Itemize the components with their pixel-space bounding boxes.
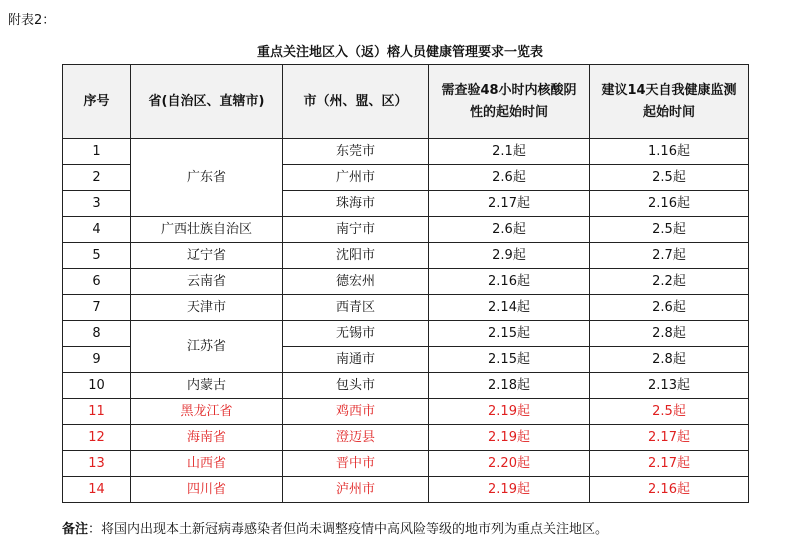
cell-monitor-start: 2.17起 — [590, 451, 749, 477]
table-row — [63, 139, 749, 165]
footnote-text: ：将国内出现本土新冠病毒感染者但尚未调整疫情中高风险等级的地市列为重点关注地区。 — [88, 522, 609, 537]
cell-monitor-start: 2.16起 — [590, 477, 749, 503]
cell-monitor-start: 2.13起 — [590, 373, 749, 399]
cell-city: 德宏州 — [283, 269, 429, 295]
cell-city: 澄迈县 — [283, 425, 429, 451]
cell-test-start: 2.1起 — [429, 139, 590, 165]
cell-monitor-start: 2.8起 — [590, 321, 749, 347]
cell-city: 南宁市 — [283, 217, 429, 243]
header-province: 省(自治区、直辖市) — [131, 65, 283, 139]
cell-seq: 14 — [63, 477, 131, 503]
table-row — [63, 399, 749, 425]
cell-monitor-start: 2.7起 — [590, 243, 749, 269]
cell-city: 广州市 — [283, 165, 429, 191]
cell-monitor-start: 2.2起 — [590, 269, 749, 295]
cell-test-start: 2.6起 — [429, 165, 590, 191]
cell-city: 包头市 — [283, 373, 429, 399]
health-management-table — [62, 64, 749, 503]
cell-province: 广西壮族自治区 — [131, 217, 283, 243]
cell-monitor-start: 2.5起 — [590, 217, 749, 243]
cell-monitor-start: 2.17起 — [590, 425, 749, 451]
cell-monitor-start: 2.6起 — [590, 295, 749, 321]
cell-monitor-start: 2.5起 — [590, 165, 749, 191]
table-title: 重点关注地区入（返）榕人员健康管理要求一览表 — [256, 45, 543, 60]
cell-seq: 4 — [63, 217, 131, 243]
cell-city: 沈阳市 — [283, 243, 429, 269]
cell-city: 泸州市 — [283, 477, 429, 503]
cell-province: 海南省 — [131, 425, 283, 451]
cell-city: 晋中市 — [283, 451, 429, 477]
table-row — [63, 451, 749, 477]
table-row — [63, 477, 749, 503]
table-row — [63, 217, 749, 243]
cell-city: 东莞市 — [283, 139, 429, 165]
footnote — [62, 518, 608, 537]
cell-seq: 12 — [63, 425, 131, 451]
cell-test-start: 2.19起 — [429, 477, 590, 503]
table-row — [63, 295, 749, 321]
cell-test-start: 2.17起 — [429, 191, 590, 217]
annex-label: 附表2： — [8, 13, 56, 28]
table-row — [63, 321, 749, 347]
cell-city: 西青区 — [283, 295, 429, 321]
cell-province: 广东省 — [131, 139, 283, 217]
cell-city: 鸡西市 — [283, 399, 429, 425]
cell-city: 珠海市 — [283, 191, 429, 217]
cell-monitor-start: 2.5起 — [590, 399, 749, 425]
cell-city: 无锡市 — [283, 321, 429, 347]
cell-test-start: 2.6起 — [429, 217, 590, 243]
cell-test-start: 2.16起 — [429, 269, 590, 295]
cell-seq: 8 — [63, 321, 131, 347]
cell-province: 辽宁省 — [131, 243, 283, 269]
cell-seq: 2 — [63, 165, 131, 191]
cell-province: 江苏省 — [131, 321, 283, 373]
table-header-row — [63, 65, 749, 139]
cell-seq: 5 — [63, 243, 131, 269]
cell-seq: 13 — [63, 451, 131, 477]
header-city: 市（州、盟、区） — [283, 65, 429, 139]
table-body — [63, 139, 749, 503]
table-row — [63, 269, 749, 295]
cell-test-start: 2.15起 — [429, 347, 590, 373]
cell-seq: 9 — [63, 347, 131, 373]
cell-test-start: 2.20起 — [429, 451, 590, 477]
cell-test-start: 2.18起 — [429, 373, 590, 399]
footnote-label: 备注 — [62, 522, 89, 537]
cell-province: 四川省 — [131, 477, 283, 503]
cell-test-start: 2.9起 — [429, 243, 590, 269]
cell-province: 山西省 — [131, 451, 283, 477]
cell-seq: 7 — [63, 295, 131, 321]
cell-seq: 11 — [63, 399, 131, 425]
cell-seq: 3 — [63, 191, 131, 217]
table-row — [63, 243, 749, 269]
cell-seq: 10 — [63, 373, 131, 399]
cell-province: 黑龙江省 — [131, 399, 283, 425]
cell-province: 云南省 — [131, 269, 283, 295]
cell-monitor-start: 2.16起 — [590, 191, 749, 217]
cell-test-start: 2.19起 — [429, 399, 590, 425]
cell-test-start: 2.19起 — [429, 425, 590, 451]
cell-city: 南通市 — [283, 347, 429, 373]
table-row — [63, 373, 749, 399]
header-monitor-start: 建议14天自我健康监测起始时间 — [590, 65, 749, 139]
cell-province: 内蒙古 — [131, 373, 283, 399]
cell-test-start: 2.14起 — [429, 295, 590, 321]
cell-seq: 1 — [63, 139, 131, 165]
cell-test-start: 2.15起 — [429, 321, 590, 347]
header-test-start: 需查验48小时内核酸阴性的起始时间 — [429, 65, 590, 139]
cell-province: 天津市 — [131, 295, 283, 321]
cell-monitor-start: 2.8起 — [590, 347, 749, 373]
cell-seq: 6 — [63, 269, 131, 295]
header-seq: 序号 — [63, 65, 131, 139]
cell-monitor-start: 1.16起 — [590, 139, 749, 165]
table-row — [63, 425, 749, 451]
